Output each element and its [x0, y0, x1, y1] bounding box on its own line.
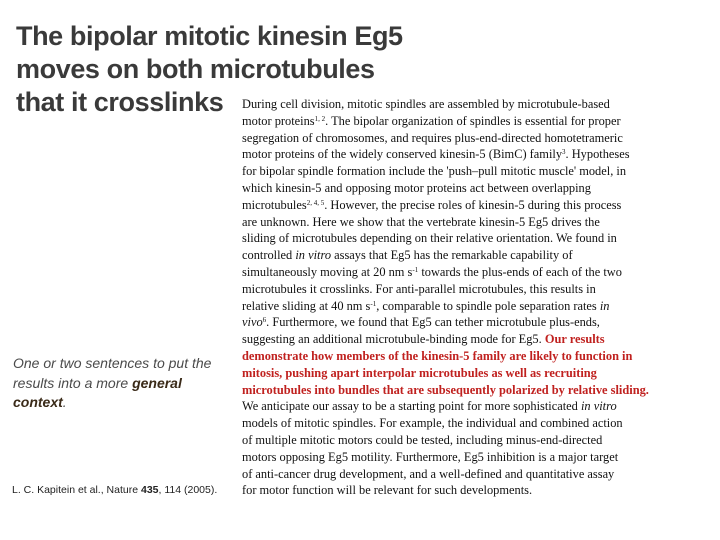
reference-superscript: -1 — [412, 265, 419, 274]
abstract-text-run: are unknown. Here we show that the vertebrate kinesin-5 Eg5 drives the — [242, 214, 600, 229]
highlighted-conclusion: Our results — [544, 332, 605, 347]
abstract-line — [242, 230, 710, 247]
abstract-text — [242, 96, 710, 499]
abstract-text-run: microtubules it crosslinks. For anti-parallel microtubules, this results in — [242, 281, 596, 296]
abstract-line — [242, 298, 710, 315]
highlighted-conclusion: mitosis, pushing apart interpolar microtubules as well as recruiting — [242, 365, 597, 380]
abstract-text-run: . However, the precise roles of kinesin-5 during this process — [324, 197, 622, 212]
abstract-line — [242, 482, 710, 499]
abstract-line — [242, 264, 710, 281]
abstract-text-run: of multiple mitotic motors could be tested, including minus-end-directed — [242, 432, 603, 447]
abstract-text-run: We anticipate our assay to be a starting point for more sophisticated — [242, 399, 581, 414]
abstract-line — [242, 415, 710, 432]
abstract-line — [242, 113, 710, 130]
citation-authors-journal: L. C. Kapitein et al., Nature — [12, 484, 141, 496]
abstract-line — [242, 314, 710, 331]
abstract-line — [242, 214, 710, 231]
highlighted-conclusion: demonstrate how members of the kinesin-5 family are likely to function in — [242, 348, 633, 363]
citation — [12, 484, 217, 496]
abstract-text-run: microtubules — [242, 197, 307, 212]
highlighted-conclusion: microtubules into bundles that are subsequently polarized by relative sliding. — [242, 382, 649, 397]
abstract-text-run: for motor function will be relevant for such developments. — [242, 483, 533, 498]
abstract-text-run: . Hypotheses — [565, 147, 630, 162]
abstract-text-run: simultaneously moving at 20 nm s — [242, 264, 413, 279]
title-line-3: that it crosslinks — [16, 87, 224, 117]
reference-superscript: 3 — [562, 148, 566, 157]
abstract-text-run: . The bipolar organization of spindles is essential for proper — [325, 113, 621, 128]
abstract-line — [242, 331, 710, 348]
abstract-text-run: for bipolar spindle formation include the 'push–pull mitotic muscle' model, in — [242, 164, 627, 179]
reference-superscript: 2, 4, 5 — [306, 198, 325, 207]
abstract-line — [242, 163, 710, 180]
abstract-line — [242, 382, 710, 399]
abstract-line — [242, 130, 710, 147]
abstract-text-run: During cell division, mitotic spindles are assembled by microtubule-based — [242, 97, 610, 111]
title-line-2: moves on both microtubules — [16, 54, 375, 84]
abstract-text-run: suggesting an additional microtubule-binding mode for Eg5. — [242, 332, 545, 347]
abstract-line — [242, 365, 710, 382]
abstract-text-run: motor proteins of the widely conserved kinesin-5 (BimC) family — [242, 147, 563, 162]
abstract-text-run: which kinesin-5 and opposing motor proteins act between overlapping — [242, 180, 591, 195]
abstract-line — [242, 146, 710, 163]
abstract-text-run: relative sliding at 40 nm s — [242, 298, 371, 313]
title-line-1: The bipolar mitotic kinesin Eg5 — [16, 21, 403, 51]
abstract-line — [242, 96, 710, 113]
abstract-text-run: of anti-cancer drug development, and a well-defined and quantitative assay — [242, 466, 615, 481]
abstract-text-run: sliding of microtubules depending on their relative orientation. We found in — [242, 231, 617, 246]
abstract-text-run: segregation of chromosomes, and requires plus-end-directed homotetrameric — [242, 130, 623, 145]
abstract-text-run: motor proteins — [242, 113, 315, 128]
abstract-text-run: motors opposing Eg5 motility. Furthermore, Eg5 inhibition is a major target — [242, 449, 619, 464]
context-note — [13, 354, 228, 413]
abstract-text-run: assays that Eg5 has the remarkable capability of — [331, 248, 573, 263]
abstract-line — [242, 247, 710, 264]
abstract-line — [242, 348, 710, 365]
reference-superscript: 1, 2 — [314, 114, 326, 123]
abstract-line — [242, 449, 710, 466]
abstract-line — [242, 281, 710, 298]
context-note-end: . — [62, 394, 67, 410]
abstract-line — [242, 197, 710, 214]
citation-volume: 435 — [140, 484, 159, 496]
context-note-emphasis: general context — [13, 374, 182, 410]
citation-pages-year: , 114 (2005). — [158, 484, 218, 496]
abstract-text-run: models of mitotic spindles. For example, the individual and combined action — [242, 416, 623, 431]
context-note-text: One or two sentences to put the results into a more — [13, 355, 212, 391]
abstract-text-run: towards the plus-ends of each of the two — [418, 264, 622, 279]
abstract-line — [242, 180, 710, 197]
abstract-line — [242, 466, 710, 483]
abstract-text-run: , comparable to spindle pole separation rates — [376, 298, 600, 313]
italic-term: in vitro — [295, 248, 332, 263]
abstract-line — [242, 432, 710, 449]
abstract-line — [242, 398, 710, 415]
abstract-text-run: controlled — [242, 248, 296, 263]
reference-superscript: -1 — [370, 299, 377, 308]
italic-term: vivo — [242, 315, 263, 330]
reference-superscript: 6 — [262, 316, 267, 325]
abstract-text-run: . Furthermore, we found that Eg5 can tether microtubule plus-ends, — [266, 315, 600, 330]
italic-term: in — [599, 298, 610, 313]
italic-term: in vitro — [580, 399, 617, 414]
